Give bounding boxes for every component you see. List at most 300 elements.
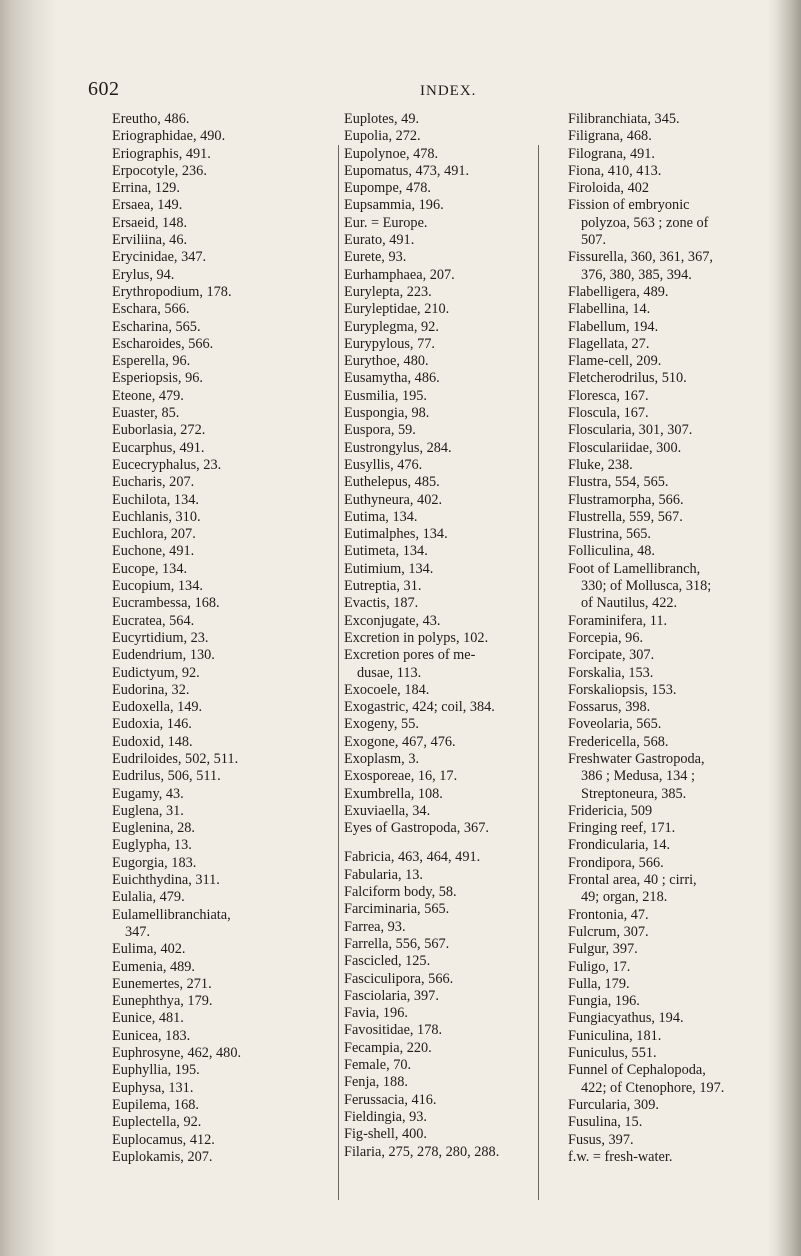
index-entry (344, 284, 539, 301)
index-entry-line: Fasciolaria, 397. (344, 987, 439, 1004)
index-entry-line: Erythropodium, 178. (112, 283, 232, 300)
index-entry (344, 803, 539, 820)
index-entry (568, 492, 763, 509)
index-entry-line: Eriographidae, 490. (112, 128, 226, 145)
index-entry-line: Flabellum, 194. (568, 318, 659, 335)
index-entry-line: Fletcherodrilus, 510. (568, 370, 687, 387)
index-entry-line: Flosculariidae, 300. (568, 439, 682, 456)
index-entry-line: Flustramorpha, 566. (568, 491, 684, 508)
index-entry-line: Eupolia, 272. (344, 128, 421, 145)
index-entry-line: Eucharis, 207. (112, 474, 195, 491)
index-entry-line: Eudendrium, 130. (112, 647, 215, 664)
index-entry (112, 855, 337, 872)
index-column-2 (344, 111, 539, 1161)
index-entry (344, 613, 539, 630)
index-entry (568, 665, 763, 682)
index-entry (112, 1080, 337, 1097)
index-entry-line: Farrella, 556, 567. (344, 935, 450, 952)
index-entry-line: Falciform body, 58. (344, 884, 457, 901)
index-entry (112, 1028, 337, 1045)
index-entry-line: Eunemertes, 271. (112, 975, 212, 992)
index-entry-line: Folliculina, 48. (568, 543, 655, 560)
index-entry (344, 543, 539, 560)
index-entry-line: Eudriloides, 502, 511. (112, 750, 239, 767)
index-entry (344, 422, 539, 439)
index-entry (344, 249, 539, 266)
index-entry-line: Ereutho, 486. (112, 111, 190, 127)
index-entry-line: Fossarus, 398. (568, 699, 651, 716)
index-entry-line: Euchone, 491. (112, 543, 195, 560)
index-entry-line: Euphrosyne, 462, 480. (112, 1045, 242, 1062)
index-entry-line: Erpocotyle, 236. (112, 162, 207, 179)
index-entry (344, 492, 539, 509)
index-entry (568, 699, 763, 716)
index-entry (344, 1144, 539, 1161)
index-entry (568, 803, 763, 820)
index-entry (112, 837, 337, 854)
index-entry (568, 353, 763, 370)
index-entry (112, 1149, 337, 1166)
index-entry-line: Ferussacia, 416. (344, 1091, 437, 1108)
index-entry (344, 682, 539, 699)
index-entry-line: Fascicled, 125. (344, 953, 431, 970)
index-entry-line: Flabelligera, 489. (568, 283, 669, 300)
index-entry (568, 976, 763, 993)
index-entry-line: Excretion in polyps, 102. (344, 629, 489, 646)
index-entry (112, 682, 337, 699)
index-entry-line: Foot of Lamellibranch, (568, 560, 701, 577)
index-entry (344, 699, 539, 716)
index-entry (112, 1010, 337, 1027)
index-entry-line: Female, 70. (344, 1057, 412, 1074)
index-entry-line: Fecampia, 220. (344, 1039, 432, 1056)
index-entry (112, 215, 337, 232)
index-entry-line: Euplotes, 49. (344, 111, 420, 127)
index-entry-line: Erylus, 94. (112, 266, 175, 283)
index-entry (568, 682, 763, 699)
index-entry-line: of Nautilus, 422. (581, 595, 678, 612)
index-entry (568, 319, 763, 336)
index-entry (112, 768, 337, 785)
index-entry (568, 1045, 763, 1062)
page-number: 602 (88, 78, 120, 100)
index-entry (112, 370, 337, 387)
index-entry-line: Fungiacyathus, 194. (568, 1010, 684, 1027)
index-entry (344, 578, 539, 595)
index-entry-line: Funnel of Cephalopoda, (568, 1062, 706, 1079)
index-entry-line: Filaria, 275, 278, 280, 288. (344, 1143, 500, 1160)
index-entry (344, 1074, 539, 1091)
index-entry-line: 330; of Mollusca, 318; (581, 578, 712, 595)
index-entry-line: Eur. = Europe. (344, 214, 428, 231)
index-entry-line: Exogastric, 424; coil, 384. (344, 699, 495, 716)
index-entry (568, 613, 763, 630)
index-entry (112, 422, 337, 439)
index-entry (344, 180, 539, 197)
index-entry (112, 1114, 337, 1131)
index-entry (568, 284, 763, 301)
index-entry (344, 1022, 539, 1039)
index-entry-line: Euglena, 31. (112, 802, 184, 819)
index-entry-line: Forcipate, 307. (568, 647, 655, 664)
index-entry-line: Eucarphus, 491. (112, 439, 205, 456)
index-entry (344, 388, 539, 405)
index-entry (568, 526, 763, 543)
index-entry (112, 197, 337, 214)
index-column-3 (568, 111, 763, 1166)
index-entry (344, 1109, 539, 1126)
index-entry (568, 561, 763, 613)
index-entry (568, 924, 763, 941)
index-entry-line: Forskalia, 153. (568, 664, 654, 681)
index-entry-line: Euphyllia, 195. (112, 1062, 200, 1079)
index-entry (568, 855, 763, 872)
index-entry-line: Frondipora, 566. (568, 854, 664, 871)
index-entry-line: Eutreptia, 31. (344, 578, 422, 595)
index-entry (344, 768, 539, 785)
index-entry (568, 820, 763, 837)
index-entry-line: Escharina, 565. (112, 318, 201, 335)
index-entry-line: Euplectella, 92. (112, 1114, 202, 1131)
index-entry-line: Funiculus, 551. (568, 1045, 657, 1062)
index-entry (568, 1149, 763, 1166)
index-entry (568, 837, 763, 854)
index-entry (112, 336, 337, 353)
index-entry-line: Flagellata, 27. (568, 335, 650, 352)
index-entry-line: Escharoides, 566. (112, 335, 214, 352)
index-entry (112, 699, 337, 716)
index-entry-line: Eutimeta, 134. (344, 543, 428, 560)
index-entry (568, 405, 763, 422)
index-entry (112, 543, 337, 560)
index-entry (112, 630, 337, 647)
index-entry-line: Exocoele, 184. (344, 681, 430, 698)
index-entry (568, 249, 763, 284)
index-entry-line: Flustra, 554, 565. (568, 474, 669, 491)
index-entry (112, 474, 337, 491)
index-entry (112, 163, 337, 180)
index-entry (568, 301, 763, 318)
index-entry (344, 111, 539, 128)
index-entry-line: polyzoa, 563 ; zone of (581, 214, 709, 231)
index-entry (568, 716, 763, 733)
index-entry (344, 405, 539, 422)
index-entry-line: Eusmilia, 195. (344, 387, 427, 404)
index-entry-line: Erviliina, 46. (112, 232, 188, 249)
index-entry (344, 936, 539, 953)
index-entry-line: Euglenina, 28. (112, 820, 195, 837)
index-entry (568, 336, 763, 353)
index-entry-line: 422; of Ctenophore, 197. (581, 1079, 725, 1096)
index-entry (568, 993, 763, 1010)
index-entry (112, 959, 337, 976)
index-entry (568, 734, 763, 751)
index-entry-line: Eurypylous, 77. (344, 335, 435, 352)
index-entry-line: 507. (581, 232, 607, 249)
index-entry-line: Flame-cell, 209. (568, 353, 662, 370)
index-entry (568, 128, 763, 145)
index-entry-line: Flabellina, 14. (568, 301, 651, 318)
index-entry (344, 820, 539, 837)
index-entry (568, 1114, 763, 1131)
index-entry (568, 197, 763, 249)
index-entry-line: Euborlasia, 272. (112, 422, 206, 439)
index-entry-line: Flustrella, 559, 567. (568, 508, 683, 525)
index-entry-line: Eupomatus, 473, 491. (344, 162, 470, 179)
index-entry (568, 751, 763, 803)
index-entry (112, 1097, 337, 1114)
index-entry (568, 907, 763, 924)
index-entry-line: 386 ; Medusa, 134 ; (581, 768, 695, 785)
index-entry-line: Streptoneura, 385. (581, 785, 687, 802)
index-entry-line: Eudictyum, 92. (112, 664, 200, 681)
index-entry-line: Freshwater Gastropoda, (568, 750, 705, 767)
index-entry-line: Funiculina, 181. (568, 1027, 662, 1044)
index-entry (112, 993, 337, 1010)
index-entry (344, 647, 539, 682)
index-entry-line: Eudrilus, 506, 511. (112, 768, 221, 785)
index-entry-line: Eucecryphalus, 23. (112, 456, 222, 473)
index-entry-line: Eyes of Gastropoda, 367. (344, 820, 489, 837)
page-left-edge-shadow (0, 0, 58, 1256)
index-entry-line: Eusamytha, 486. (344, 370, 440, 387)
index-entry-line: Frontal area, 40 ; cirri, (568, 872, 697, 889)
index-entry-line: 347. (125, 923, 151, 940)
index-entry-line: Eurythoe, 480. (344, 353, 429, 370)
index-entry-line: Errina, 129. (112, 180, 180, 197)
index-entry-line: Forskaliopsis, 153. (568, 681, 677, 698)
index-entry (568, 180, 763, 197)
index-entry (568, 1132, 763, 1149)
index-entry (112, 734, 337, 751)
index-entry (112, 319, 337, 336)
index-entry (112, 249, 337, 266)
index-entry-line: Euaster, 85. (112, 405, 180, 422)
index-entry-line: Eschara, 566. (112, 301, 190, 318)
index-entry-line: Exogeny, 55. (344, 716, 419, 733)
index-entry (112, 388, 337, 405)
index-entry (568, 1062, 763, 1097)
index-column-1 (112, 111, 337, 1166)
index-entry-line: Excretion pores of me- (344, 647, 476, 664)
index-entry-line: Esperiopsis, 96. (112, 370, 203, 387)
index-entry-line: Exosporeae, 16, 17. (344, 768, 458, 785)
index-entry-line: 376, 380, 385, 394. (581, 266, 692, 283)
index-entry-line: Eunephthya, 179. (112, 993, 213, 1010)
index-entry (112, 647, 337, 664)
index-entry-line: Eunice, 481. (112, 1010, 184, 1027)
index-entry-line: Eugorgia, 183. (112, 854, 197, 871)
index-entry-line: Fasciculipora, 566. (344, 970, 454, 987)
index-entry (568, 422, 763, 439)
index-entry (344, 734, 539, 751)
index-entry (344, 988, 539, 1005)
index-entry-line: Eurete, 93. (344, 249, 407, 266)
index-entry (112, 180, 337, 197)
index-entry-line: Fissurella, 360, 361, 367, (568, 249, 713, 266)
index-entry-line: Exumbrella, 108. (344, 785, 443, 802)
index-entry-line: Fenja, 188. (344, 1074, 408, 1091)
index-entry (112, 803, 337, 820)
index-entry (112, 561, 337, 578)
index-entry (344, 867, 539, 884)
index-entry-line: Euchlanis, 310. (112, 508, 201, 525)
index-entry (568, 163, 763, 180)
index-entry-line: Floscula, 167. (568, 405, 649, 422)
index-entry (344, 267, 539, 284)
index-entry-line: Fabularia, 13. (344, 866, 424, 883)
index-entry (112, 613, 337, 630)
index-entry-line: Euryplegma, 92. (344, 318, 439, 335)
index-entry (344, 595, 539, 612)
index-entry-line: Foraminifera, 11. (568, 612, 668, 629)
index-entry (344, 370, 539, 387)
index-entry-line: Eteone, 479. (112, 387, 184, 404)
index-entry (112, 889, 337, 906)
index-entry-line: Eupompe, 478. (344, 180, 431, 197)
index-entry-line: Eupilema, 168. (112, 1096, 199, 1113)
index-entry (112, 146, 337, 163)
index-entry-line: Euchlora, 207. (112, 526, 196, 543)
index-entry (344, 919, 539, 936)
index-entry (344, 971, 539, 988)
index-entry (112, 976, 337, 993)
index-entry-line: Fiona, 410, 413. (568, 162, 662, 179)
index-entry-line: Eumenia, 489. (112, 958, 195, 975)
index-entry (112, 301, 337, 318)
index-entry-line: Eurato, 491. (344, 232, 415, 249)
index-entry-line: Fredericella, 568. (568, 733, 669, 750)
index-entry (344, 1040, 539, 1057)
index-entry (112, 267, 337, 284)
index-entry-line: Eudoxella, 149. (112, 699, 203, 716)
index-entry (344, 232, 539, 249)
index-entry (568, 630, 763, 647)
index-entry-line: Eucope, 134. (112, 560, 188, 577)
index-entry-line: Firoloida, 402 (568, 180, 650, 197)
index-entry-line: Exogone, 467, 476. (344, 733, 456, 750)
index-entry (344, 1057, 539, 1074)
index-entry-line: Favia, 196. (344, 1005, 408, 1022)
index-entry (344, 319, 539, 336)
index-entry (112, 1062, 337, 1079)
index-entry (112, 284, 337, 301)
index-entry (568, 647, 763, 664)
index-entry-line: Eucrambessa, 168. (112, 595, 220, 612)
index-entry-line: Fusulina, 15. (568, 1114, 643, 1131)
running-head: INDEX. (420, 83, 477, 99)
index-entry-line: Eulalia, 479. (112, 889, 185, 906)
index-entry (112, 457, 337, 474)
index-entry (568, 543, 763, 560)
index-entry-line: Eudoxid, 148. (112, 733, 193, 750)
index-entry (344, 215, 539, 232)
index-entry-line: f.w. = fresh-water. (568, 1148, 673, 1165)
index-entry-line: Eupolynoe, 478. (344, 145, 439, 162)
index-entry-line: Fringing reef, 171. (568, 820, 676, 837)
index-entry-line: Favositidae, 178. (344, 1022, 443, 1039)
index-entry (568, 872, 763, 907)
index-entry-line: 49; organ, 218. (581, 889, 668, 906)
index-entry (112, 595, 337, 612)
index-entry-line: Ersaea, 149. (112, 197, 183, 214)
index-entry-line: Eulima, 402. (112, 941, 186, 958)
index-entry (112, 440, 337, 457)
index-entry-line: Evactis, 187. (344, 595, 419, 612)
index-entry (568, 111, 763, 128)
index-entry (344, 457, 539, 474)
index-entry-line: Fluke, 238. (568, 456, 633, 473)
index-entry (112, 353, 337, 370)
index-entry (568, 146, 763, 163)
index-entry-line: Fig-shell, 400. (344, 1126, 428, 1143)
index-entry (568, 1010, 763, 1027)
index-entry-line: Fusus, 397. (568, 1131, 634, 1148)
index-entry (112, 128, 337, 145)
index-entry (344, 786, 539, 803)
index-entry-line: Euryleptidae, 210. (344, 301, 450, 318)
index-entry-line: Exconjugate, 43. (344, 612, 441, 629)
index-entry-line: Euplocamus, 412. (112, 1131, 215, 1148)
index-entry (344, 163, 539, 180)
index-entry (112, 509, 337, 526)
index-entry (344, 353, 539, 370)
index-entry (344, 716, 539, 733)
index-entry (344, 884, 539, 901)
index-entry-line: Frontonia, 47. (568, 906, 649, 923)
index-entry-line: Exoplasm, 3. (344, 750, 420, 767)
index-entry (112, 941, 337, 958)
index-entry-line: Euthyneura, 402. (344, 491, 443, 508)
index-entry-line: Erycinidae, 347. (112, 249, 207, 266)
index-entry-line: Eupsammia, 196. (344, 197, 444, 214)
index-entry-line: Eurylepta, 223. (344, 283, 432, 300)
index-entry-line: Fulgur, 397. (568, 941, 638, 958)
index-entry-line: Eudorina, 32. (112, 681, 190, 698)
index-entry (112, 526, 337, 543)
index-entry (344, 953, 539, 970)
index-entry-line: Eunicea, 183. (112, 1027, 191, 1044)
index-entry-line: Floscularia, 301, 307. (568, 422, 693, 439)
index-entry-line: Flustrina, 565. (568, 526, 652, 543)
index-entry-line: Euchilota, 134. (112, 491, 199, 508)
index-entry-line: Forcepia, 96. (568, 629, 644, 646)
index-entry-line: Euspongia, 98. (344, 405, 430, 422)
index-entry-line: Fission of embryonic (568, 197, 690, 214)
index-entry-line: Eriographis, 491. (112, 145, 211, 162)
index-entry-line: Euspora, 59. (344, 422, 416, 439)
index-entry-line: Fieldingia, 93. (344, 1108, 427, 1125)
index-entry (112, 232, 337, 249)
index-entry (568, 474, 763, 491)
index-entry-line: Floresca, 167. (568, 387, 649, 404)
index-entry-line: Eugamy, 43. (112, 785, 184, 802)
index-entry (344, 1126, 539, 1143)
index-entry-line: Farciminaria, 565. (344, 901, 450, 918)
index-entry-line: Eulamellibranchiata, (112, 906, 231, 923)
index-entry-line: Euplokamis, 207. (112, 1148, 213, 1165)
index-entry-line: Eudoxia, 146. (112, 716, 192, 733)
index-entry-line: Eusyllis, 476. (344, 456, 423, 473)
index-entry (568, 1028, 763, 1045)
index-entry-line: Fulla, 179. (568, 975, 630, 992)
index-entry-line: Eutimium, 134. (344, 560, 434, 577)
index-entry (568, 440, 763, 457)
index-entry (112, 492, 337, 509)
index-entry (112, 786, 337, 803)
index-entry (568, 457, 763, 474)
index-entry (344, 301, 539, 318)
